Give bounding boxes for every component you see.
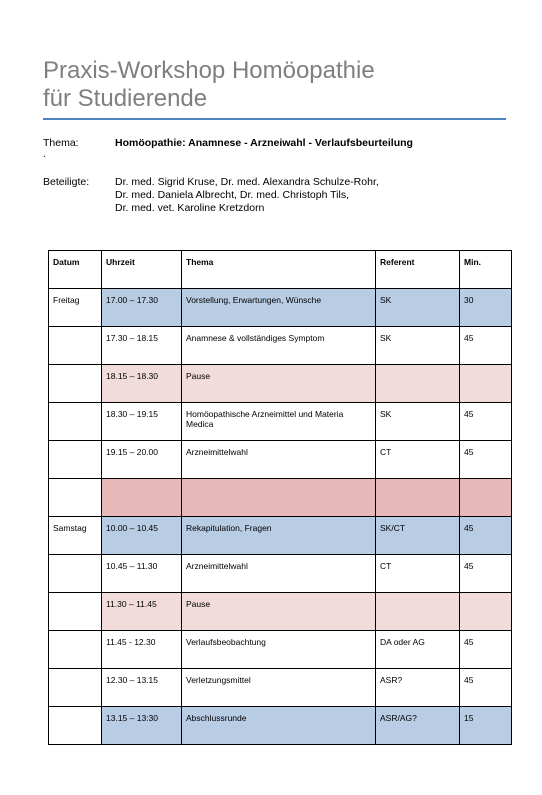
beteiligte-label: Beteiligte: [43,176,90,188]
cell-uhrzeit: 17.30 – 18.15 [102,327,182,365]
thema-value: Homöopathie: Anamnese - Arzneiwahl - Verlaufsbeurteilung [115,137,413,149]
table-header-row [49,251,512,289]
cell-uhrzeit: 13.15 – 13:30 [102,707,182,745]
cell-referent: ASR/AG? [376,707,460,745]
cell-min: 45 [460,403,512,441]
schedule-table [48,250,512,745]
cell-thema: Pause [182,593,376,631]
table-row [49,479,512,517]
cell-thema: Rekapitulation, Fragen [182,517,376,555]
title-divider [43,118,506,120]
table-row [49,289,512,327]
document-title [43,57,513,113]
cell-thema: Verletzungsmittel [182,669,376,707]
cell-thema [182,479,376,517]
thema-label: Thema: [43,137,79,149]
table-row [49,593,512,631]
header-referent: Referent [376,251,460,289]
cell-datum [49,441,102,479]
cell-referent: SK [376,327,460,365]
cell-datum [49,707,102,745]
cell-thema: Arzneimittelwahl [182,441,376,479]
cell-min: 45 [460,555,512,593]
cell-datum [49,631,102,669]
table-row [49,631,512,669]
cell-min [460,593,512,631]
cell-min [460,479,512,517]
cell-referent: CT [376,555,460,593]
table-row [49,517,512,555]
header-min: Min. [460,251,512,289]
title-line-2: für Studierende [43,85,208,112]
cell-uhrzeit: 10.00 – 10.45 [102,517,182,555]
table-row [49,669,512,707]
cell-datum [49,593,102,631]
beteiligte-list [115,176,379,215]
cell-thema: Anamnese & vollständiges Symptom [182,327,376,365]
cell-min: 45 [460,517,512,555]
cell-thema: Verlaufsbeobachtung [182,631,376,669]
cell-referent: SK [376,289,460,327]
cell-uhrzeit: 17.00 – 17.30 [102,289,182,327]
table-row [49,365,512,403]
cell-datum [49,669,102,707]
cell-referent: SK [376,403,460,441]
cell-referent: CT [376,441,460,479]
cell-uhrzeit: 12.30 – 13.15 [102,669,182,707]
cell-referent [376,365,460,403]
cell-min [460,365,512,403]
cell-datum: Samstag [49,517,102,555]
stray-dot: . [43,149,46,160]
header-uhrzeit: Uhrzeit [102,251,182,289]
cell-datum [49,365,102,403]
cell-min: 30 [460,289,512,327]
cell-datum [49,479,102,517]
cell-referent [376,593,460,631]
table-row [49,707,512,745]
cell-thema: Homöopathische Arzneimittel und Materia Medica [182,403,376,441]
cell-min: 45 [460,441,512,479]
title-line-1: Praxis-Workshop Homöopathie [43,57,375,84]
cell-uhrzeit: 11.30 – 11.45 [102,593,182,631]
cell-referent [376,479,460,517]
cell-referent: ASR? [376,669,460,707]
header-datum: Datum [49,251,102,289]
cell-thema: Abschlussrunde [182,707,376,745]
cell-thema: Vorstellung, Erwartungen, Wünsche [182,289,376,327]
cell-uhrzeit: 11.45 - 12.30 [102,631,182,669]
cell-min: 45 [460,669,512,707]
beteiligte-line: Dr. med. Sigrid Kruse, Dr. med. Alexandra Schulze-Rohr, [115,176,379,188]
header-thema: Thema [182,251,376,289]
cell-uhrzeit: 18.15 – 18.30 [102,365,182,403]
beteiligte-line: Dr. med. vet. Karoline Kretzdorn [115,202,265,214]
cell-uhrzeit [102,479,182,517]
cell-min: 15 [460,707,512,745]
cell-datum [49,555,102,593]
cell-datum [49,327,102,365]
cell-uhrzeit: 10.45 – 11.30 [102,555,182,593]
cell-referent: SK/CT [376,517,460,555]
cell-datum [49,403,102,441]
beteiligte-line: Dr. med. Daniela Albrecht, Dr. med. Christoph Tils, [115,189,350,201]
cell-min: 45 [460,631,512,669]
cell-thema: Pause [182,365,376,403]
table-row [49,327,512,365]
cell-datum: Freitag [49,289,102,327]
cell-min: 45 [460,327,512,365]
table-row [49,441,512,479]
cell-referent: DA oder AG [376,631,460,669]
table-row [49,555,512,593]
cell-thema: Arzneimittelwahl [182,555,376,593]
table-row [49,403,512,441]
cell-uhrzeit: 18.30 – 19.15 [102,403,182,441]
cell-uhrzeit: 19.15 – 20.00 [102,441,182,479]
